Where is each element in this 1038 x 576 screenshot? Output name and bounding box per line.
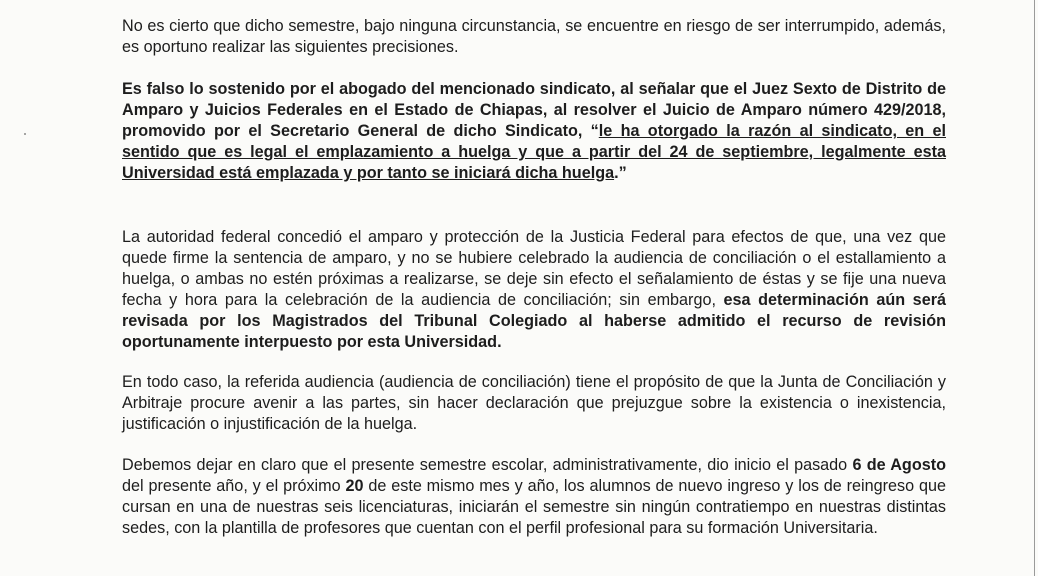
paragraph-5-text-c: del presente año, y el próximo bbox=[122, 477, 346, 495]
paragraph-5-text-a: Debemos dejar en claro que el presente semestre escolar, administrativamente, dio inicio el pasado bbox=[122, 456, 853, 474]
paragraph-5-date-bold: 6 de Agosto bbox=[852, 456, 946, 474]
paragraph-2 bbox=[122, 79, 946, 184]
paragraph-5 bbox=[122, 455, 946, 539]
paragraph-2-underlined-quote: le ha otorgado la razón al sindicato, en el sentido que es legal el emplazamiento a huelga y que a partir del 24 de septiembre, legalmente esta Universidad está emplazada y por tanto se iniciará dicha huelga bbox=[122, 122, 946, 182]
paragraph-4-text: En todo caso, la referida audiencia (audiencia de conciliación) tiene el propósito de que la Junta de Conciliación y Arbitraje procure avenir a las partes, sin hacer declaración que prejuzgue sobre la existencia o inexistencia, justificación o injustificación de la huelga. bbox=[122, 373, 946, 433]
paragraph-5-text-d: de este mismo mes y año, los alumnos de nuevo ingreso y los de reingreso que cursan en una de nuestras seis licenciaturas, iniciarán el semestre sin ningún contratiempo en nuestras distintas sedes, con la plantilla de profesores que cuentan con el perfil profesional para su formación Universitaria. bbox=[122, 477, 946, 537]
paragraph-5-day-bold: 20 bbox=[345, 477, 364, 495]
paragraph-3-bold-text: esa determinación aún será revisada por los Magistrados del Tribunal Colegiado al haberse admitido el recurso de revisión oportunamente interpuesto por esta Universidad. bbox=[122, 291, 946, 351]
paragraph-3-text: La autoridad federal concedió el amparo y protección de la Justicia Federal para efectos de que, una vez que quede firme la sentencia de amparo, y no se hubiere celebrado la audiencia de conciliación o el estallamiento a huelga, o ambas no estén próximas a realizarse, se deje sin efecto el señalamiento de éstas y se fije una nueva fecha y hora para la celebración de la audiencia de conciliación; sin embargo, bbox=[122, 228, 946, 309]
paragraph-2-bold-text: Es falso lo sostenido por el abogado del mencionado sindicato, al señalar que el Juez Sexto de Distrito de Amparo y Juicios Federales en el Estado de Chiapas, al resolver el Juicio de Amparo número 429/2018, promovido por el Secretario General de dicho Sindicato, “ bbox=[122, 80, 946, 140]
paragraph-1 bbox=[122, 16, 946, 58]
paragraph-2-end: .” bbox=[614, 164, 627, 182]
scan-edge-line bbox=[1034, 0, 1035, 576]
paragraph-3 bbox=[122, 227, 946, 353]
paragraph-1-text: No es cierto que dicho semestre, bajo ninguna circunstancia, se encuentre en riesgo de ser interrumpido, además, es oportuno realizar las siguientes precisiones. bbox=[122, 17, 946, 56]
paragraph-4 bbox=[122, 372, 946, 435]
scan-speck bbox=[24, 133, 26, 135]
